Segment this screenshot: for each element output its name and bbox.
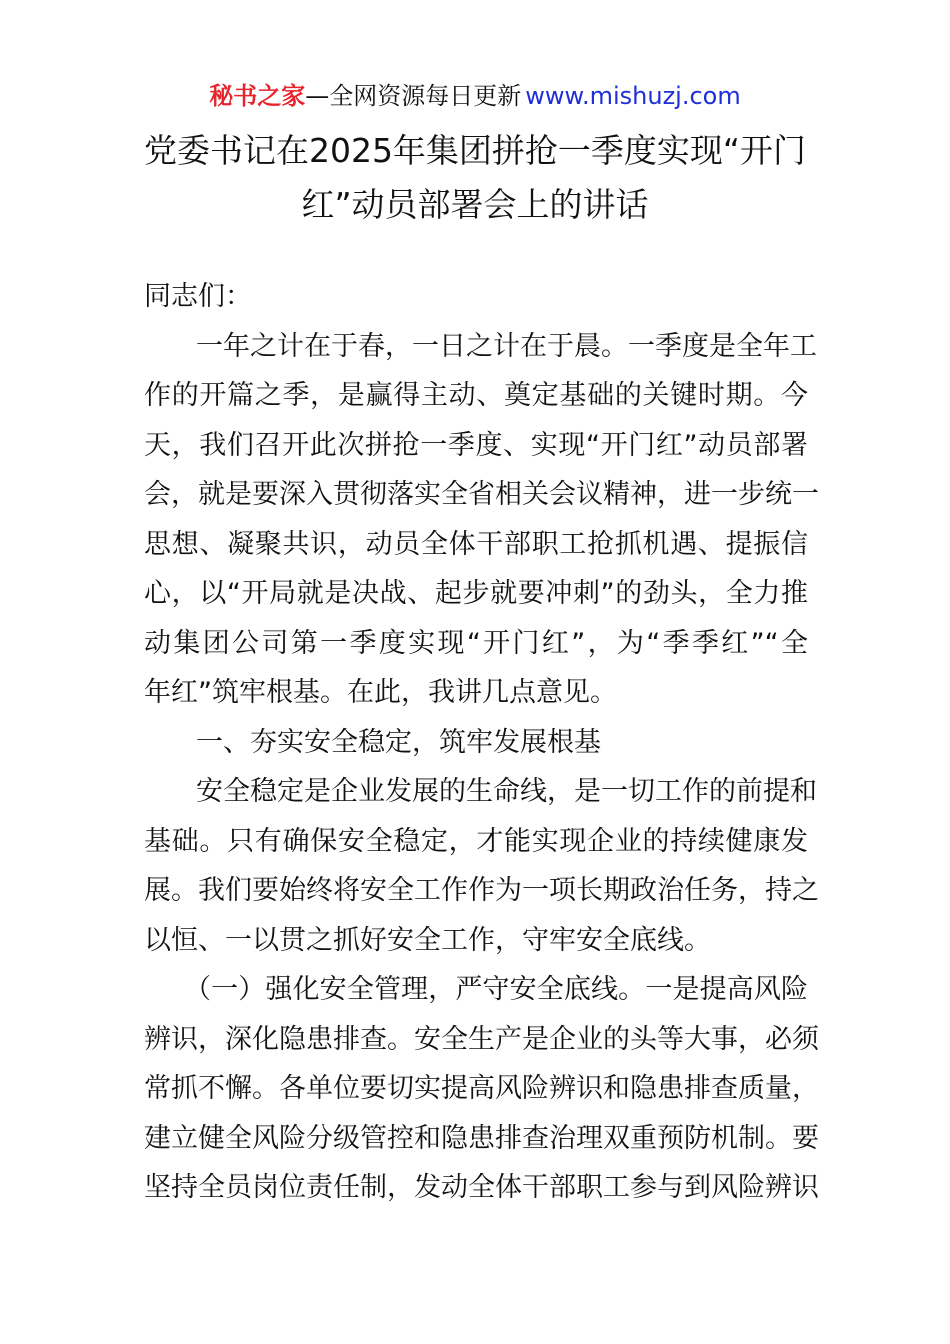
paragraph-line: 常抓不懈。各单位要切实提高风险辨识和隐患排查质量， [144,1073,819,1104]
paragraph-line: 以恒、一以贯之抓好安全工作，守牢安全底线。 [144,924,711,956]
paragraph-line: 坚持全员岗位责任制，发动全体干部职工参与到风险辨识 [144,1172,819,1203]
document-title [140,124,810,232]
brand-name: 秘书之家 [209,82,306,110]
paragraph-line: 年红”筑牢根基。在此，我讲几点意见。 [144,677,617,708]
document-body [144,272,819,1213]
paragraph-line: （一）强化安全管理，严守安全底线。一是提高风险 [184,974,808,1005]
paragraph-line: 作的开篇之季，是赢得主动、奠定基础的关键时期。今 [144,380,808,411]
paragraph-line: 思想、凝聚共识，动员全体干部职工抢抓机遇、提振信 [144,528,808,560]
title-line-2: 红”动员部署会上的讲话 [301,185,649,224]
paragraph-line: 安全稳定是企业发展的生命线，是一切工作的前提和 [196,776,817,807]
site-header [0,80,950,112]
paragraph-line: 一年之计在于春，一日之计在于晨。一季度是全年工 [196,330,817,362]
site-url-link[interactable]: www.mishuzj.com [525,82,741,110]
paragraph-line: 基础。只有确保安全稳定，才能实现企业的持续健康发 [144,825,808,857]
paragraph-line: 辨识，深化隐患排查。安全生产是企业的头等大事，必须 [144,1023,819,1055]
paragraph-line: 会，就是要深入贯彻落实全省相关会议精神，进一步统一 [144,479,819,510]
paragraph-line: 动集团公司第一季度实现“开门红”，为“季季红”“全 [144,627,808,659]
salutation: 同志们： [144,281,252,312]
header-tagline: —全网资源每日更新 [305,82,522,110]
paragraph-line: 建立健全风险分级管控和隐患排查治理双重预防机制。要 [144,1122,819,1154]
paragraph-line: 心，以“开局就是决战、起步就要冲刺”的劲头，全力推 [144,578,808,609]
section-heading: 一、夯实安全稳定，筑牢发展根基 [196,726,601,758]
paragraph-line: 天，我们召开此次拼抢一季度、实现“开门红”动员部署 [144,429,808,461]
title-line-1: 党委书记在2025年集团拼抢一季度实现“开门 [143,131,807,170]
paragraph-line: 展。我们要始终将安全工作作为一项长期政治任务，持之 [144,875,819,906]
